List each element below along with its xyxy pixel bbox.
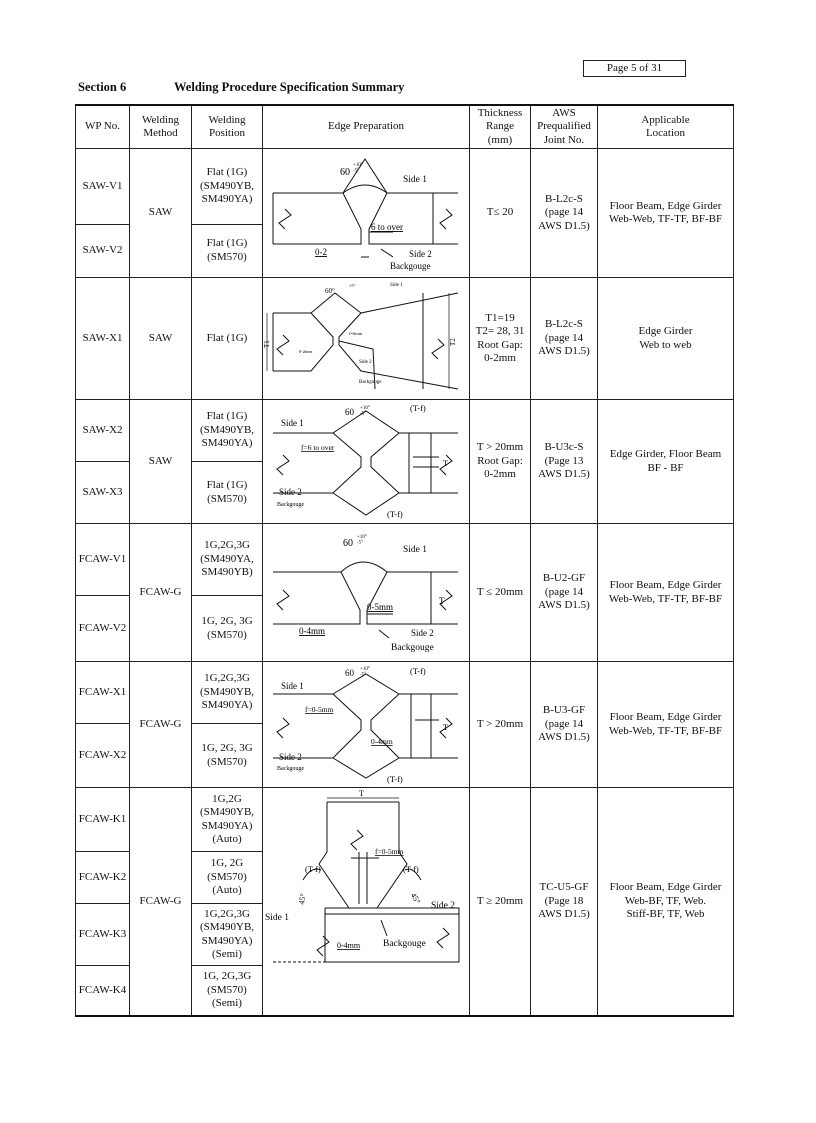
root-face-label: f=6mm: [349, 330, 363, 336]
thickness-range-cell: T ≥ 20mm: [470, 788, 531, 1016]
groove-angle-tolerance: +5°: [349, 282, 356, 288]
groove-angle-label: 60°: [325, 286, 335, 295]
side-2-label: Side 2: [411, 627, 434, 638]
backgouge-label: Backgouge: [390, 261, 431, 271]
header-thickness-range: Thickness Range (mm): [470, 105, 531, 149]
single-v-groove-fcaw-drawing: [263, 526, 468, 660]
side-2-label: Side 2: [409, 249, 432, 259]
side-1-label: Side 1: [390, 282, 403, 288]
thickness-range-cell: T≤ 20: [470, 149, 531, 278]
welding-position-cell: 1G, 2G,3G (SM570) (Semi): [192, 966, 263, 1016]
t2-label: T2: [449, 337, 457, 346]
header-welding-method: Welding Method: [130, 105, 192, 149]
thickness-range-cell: T > 20mm Root Gap: 0-2mm: [470, 400, 531, 524]
groove-angle-label: 60: [343, 537, 353, 549]
fraction-right-label: (T-f): [403, 864, 419, 875]
t-joint-double-bevel-drawing: [263, 790, 468, 1012]
root-gap-label: 0-4mm: [337, 941, 361, 951]
backgouge-label: Backgouge: [277, 765, 304, 772]
wp-no-cell: SAW-X1: [76, 278, 130, 400]
groove-angle-label: 60: [340, 167, 350, 178]
thickness-range-cell: T1=19 T2= 28, 31 Root Gap: 0-2mm: [470, 278, 531, 400]
groove-angle-label: 60: [345, 667, 354, 678]
header-applicable-location: Applicable Location: [598, 105, 734, 149]
double-v-groove-drawing: [263, 403, 468, 521]
welding-position-cell: Flat (1G) (SM570): [192, 462, 263, 524]
welding-position-cell: Flat (1G) (SM490YB, SM490YA): [192, 400, 263, 462]
backgouge-label: Backgouge: [359, 379, 382, 385]
applicable-location-cell: Edge Girder Web to web: [598, 278, 734, 400]
wp-no-cell: FCAW-X1: [76, 662, 130, 724]
edge-prep-figure-saw-v: [263, 149, 470, 278]
page-current: 5: [630, 62, 637, 74]
side-1-label: Side 1: [281, 680, 304, 691]
welding-position-cell: Flat (1G) (SM570): [192, 224, 263, 277]
welding-method-cell: SAW: [130, 400, 192, 524]
welding-position-cell: 1G,2G,3G (SM490YB, SM490YA): [192, 662, 263, 724]
wp-no-cell: SAW-V2: [76, 224, 130, 277]
backgouge-label: Backgouge: [277, 501, 304, 508]
side-1-label: Side 1: [403, 175, 428, 185]
groove-angle-tolerance: +10° -5°: [353, 163, 363, 174]
t1-label: T1: [263, 339, 271, 348]
applicable-location-cell: Floor Beam, Edge Girder Web-Web, TF-TF, BF-BF: [598, 662, 734, 788]
side-2-label: Side 2: [359, 359, 372, 365]
root-gap-label: 0-4mm: [299, 625, 325, 636]
welding-position-cell: 1G, 2G (SM570) (Auto): [192, 852, 263, 904]
welding-position-cell: 1G,2G,3G (SM490YA, SM490YB): [192, 524, 263, 596]
welding-position-cell: Flat (1G) (SM490YB, SM490YA): [192, 149, 263, 225]
welding-position-cell: 1G, 2G, 3G (SM570): [192, 596, 263, 662]
welding-method-cell: SAW: [130, 278, 192, 400]
root-face-label: f=0-5mm: [375, 847, 404, 857]
fraction-top-label: (T-f): [410, 665, 426, 676]
wp-no-cell: FCAW-V1: [76, 524, 130, 596]
fraction-top-label: (T-f): [410, 402, 426, 413]
groove-angle-tolerance: +10° -5°: [357, 534, 367, 545]
thickness-t-label: T: [359, 790, 364, 799]
welding-position-cell: 1G,2G,3G (SM490YB, SM490YA) (Semi): [192, 904, 263, 966]
aws-joint-cell: B-L2c-S (page 14 AWS D1.5): [531, 149, 598, 278]
thickness-range-cell: T ≤ 20mm: [470, 524, 531, 662]
aws-joint-cell: B-U2-GF (page 14 AWS D1.5): [531, 524, 598, 662]
side-2-label: Side 2: [431, 901, 456, 912]
edge-prep-figure-fcaw-k: [263, 788, 470, 1016]
root-gap-label: 0-2: [315, 247, 327, 257]
aws-joint-cell: B-U3c-S (Page 13 AWS D1.5): [531, 400, 598, 524]
table-row: [76, 278, 734, 400]
welding-method-cell: FCAW-G: [130, 788, 192, 1016]
page-total: 31: [651, 62, 663, 74]
welding-position-cell: Flat (1G): [192, 278, 263, 400]
backgouge-label: Backgouge: [383, 939, 426, 950]
wp-no-cell: FCAW-V2: [76, 596, 130, 662]
applicable-location-cell: Edge Girder, Floor Beam BF - BF: [598, 400, 734, 524]
root-face-label: f=6 to over: [301, 442, 335, 452]
wp-no-cell: FCAW-K1: [76, 788, 130, 852]
wp-no-cell: FCAW-K2: [76, 852, 130, 904]
edge-prep-figure-saw-x1: [263, 278, 470, 400]
side-1-label: Side 1: [281, 417, 304, 428]
fraction-left-label: (T-f): [305, 864, 321, 875]
table-row: [76, 524, 734, 596]
page-of: of: [639, 62, 649, 74]
double-v-groove-fcaw-drawing: [263, 664, 468, 786]
bevel-angle-left: 45°: [296, 892, 308, 906]
applicable-location-cell: Floor Beam, Edge Girder Web-Web, TF-TF, BF-BF: [598, 524, 734, 662]
wp-no-cell: FCAW-K4: [76, 966, 130, 1016]
thickness-range-cell: T > 20mm: [470, 662, 531, 788]
wp-no-cell: FCAW-K3: [76, 904, 130, 966]
root-face-label: 0-5mm: [367, 601, 393, 612]
wps-summary-table: [75, 104, 734, 1017]
root-face-label: f=0-5mm: [305, 704, 334, 714]
thickness-t-label: T: [443, 458, 448, 468]
table-header-row: [76, 105, 734, 149]
header-welding-position: Welding Position: [192, 105, 263, 149]
welding-method-cell: SAW: [130, 149, 192, 278]
edge-prep-figure-saw-x2: [263, 400, 470, 524]
groove-angle-tolerance: +10° -5°: [360, 666, 370, 677]
root-gap-label: 0-4mm: [371, 736, 393, 746]
groove-angle-label: 60: [345, 406, 354, 417]
table-row: [76, 400, 734, 462]
page-number-box: [583, 60, 686, 77]
welding-method-cell: FCAW-G: [130, 662, 192, 788]
welding-position-cell: 1G, 2G, 3G (SM570): [192, 724, 263, 788]
side-2-label: Side 2: [279, 751, 302, 762]
applicable-location-cell: Floor Beam, Edge Girder Web-BF, TF, Web. Stiff-BF, TF, Web: [598, 788, 734, 1016]
welding-position-cell: 1G,2G (SM490YB, SM490YA) (Auto): [192, 788, 263, 852]
section-number: Section 6: [78, 80, 127, 94]
edge-prep-figure-fcaw-x: [263, 662, 470, 788]
groove-angle-tolerance: +10° -5°: [360, 405, 370, 416]
table-row: [76, 788, 734, 852]
wp-no-cell: SAW-X3: [76, 462, 130, 524]
wp-no-cell: FCAW-X2: [76, 724, 130, 788]
edge-prep-figure-fcaw-v: [263, 524, 470, 662]
welding-method-cell: FCAW-G: [130, 524, 192, 662]
header-aws-joint-no: AWS Prequalified Joint No.: [531, 105, 598, 149]
wp-no-cell: SAW-V1: [76, 149, 130, 225]
double-v-transition-drawing: [263, 279, 468, 399]
bevel-angle-right: 45°: [408, 891, 423, 906]
section-heading: [78, 80, 405, 95]
page-label: Page: [606, 62, 629, 74]
wp-no-cell: SAW-X2: [76, 400, 130, 462]
aws-joint-cell: B-L2c-S (page 14 AWS D1.5): [531, 278, 598, 400]
thickness-t-label: T: [443, 722, 448, 732]
root-face-label: 6 to over: [371, 222, 403, 232]
thickness-t-label: T: [439, 595, 445, 606]
table-row: [76, 149, 734, 225]
header-edge-preparation: Edge Preparation: [263, 105, 470, 149]
aws-joint-cell: TC-U5-GF (Page 18 AWS D1.5): [531, 788, 598, 1016]
side-1-label: Side 1: [265, 913, 290, 924]
side-2-label: Side 2: [279, 486, 302, 497]
aws-joint-cell: B-U3-GF (page 14 AWS D1.5): [531, 662, 598, 788]
backgouge-label: Backgouge: [391, 642, 434, 653]
fraction-bottom-label: (T-f): [387, 773, 403, 784]
side-1-label: Side 1: [403, 544, 428, 555]
root-gap-label: 0-2mm: [299, 348, 312, 354]
applicable-location-cell: Floor Beam, Edge Girder Web-Web, TF-TF, BF-BF: [598, 149, 734, 278]
header-wp-no: WP No.: [76, 105, 130, 149]
table-row: [76, 662, 734, 724]
single-v-groove-drawing: [263, 149, 468, 277]
fraction-bottom-label: (T-f): [387, 508, 403, 519]
section-title: Welding Procedure Specification Summary: [174, 80, 405, 94]
